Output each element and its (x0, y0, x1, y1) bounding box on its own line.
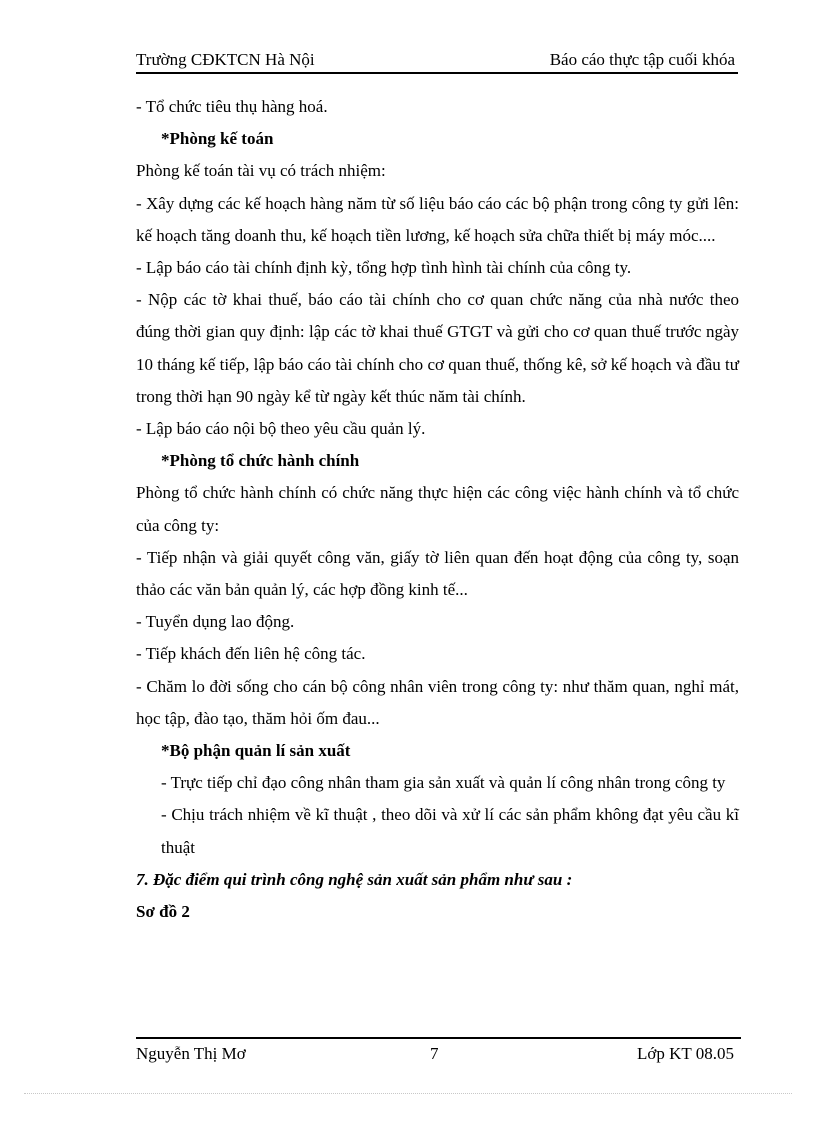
page-body (136, 91, 739, 928)
paragraph: - Lập báo cáo nội bộ theo yêu cầu quản lý. (136, 419, 426, 439)
header-school: Trường CĐKTCN Hà Nội (136, 50, 315, 69)
diagram-label: Sơ đồ 2 (136, 902, 190, 922)
heading-admin-dept: *Phòng tổ chức hành chính (161, 451, 360, 471)
page-footer (136, 1042, 738, 1066)
footer-class: Lớp KT 08.05 (637, 1044, 734, 1063)
paragraph: - Nộp các tờ khai thuế, báo cáo tài chính cho cơ quan chức năng của nhà nước theo đúng thời gian quy định: lập các tờ khai thuế GTGT và gửi cho cơ quan thuế trước ngày 10 tháng kế tiếp, lập báo cáo tài chính cho cơ quan thuế, thống kê, sở kế hoạch và đầu tư trong thời hạn 90 ngày kể từ ngày kết thúc năm tài chính. (136, 290, 739, 406)
page-header (136, 48, 738, 74)
heading-accounting-dept: *Phòng kế toán (161, 129, 274, 149)
section-heading-7: 7. Đặc điểm qui trình công nghệ sản xuất sản phẩm như sau : (136, 869, 573, 889)
footer-author: Nguyễn Thị Mơ (136, 1044, 246, 1063)
paragraph: - Tuyển dụng lao động. (136, 612, 295, 632)
paragraph: - Tiếp nhận và giải quyết công văn, giấy tờ liên quan đến hoạt động của công ty, soạn thảo các văn bản quản lý, các hợp đồng kinh tế... (136, 547, 739, 600)
page-bottom-dotted-line (24, 1093, 792, 1094)
paragraph: - Xây dựng các kế hoạch hàng năm từ số liệu báo cáo các bộ phận trong công ty gửi lên: kế hoạch tăng doanh thu, kế hoạch tiền lương, kế hoạch sửa chữa thiết bị máy móc.... (136, 193, 739, 245)
paragraph: - Lập báo cáo tài chính định kỳ, tổng hợp tình hình tài chính của công ty. (136, 258, 632, 278)
paragraph: - Chịu trách nhiệm về kĩ thuật , theo dõi và xử lí các sản phẩm không đạt yêu cầu kĩ thuật (161, 805, 739, 857)
paragraph: - Chăm lo đời sống cho cán bộ công nhân viên trong công ty: như thăm quan, nghỉ mát, học tập, đào tạo, thăm hỏi ốm đau... (136, 676, 739, 728)
paragraph: - Tổ chức tiêu thụ hàng hoá. (136, 97, 328, 116)
paragraph: - Trực tiếp chỉ đạo công nhân tham gia sản xuất và quản lí công nhân trong công ty (161, 773, 726, 793)
paragraph: Phòng tổ chức hành chính có chức năng thực hiện các công việc hành chính và tổ chức của công ty: (136, 483, 739, 535)
paragraph: - Tiếp khách đến liên hệ công tác. (136, 644, 366, 664)
heading-production-dept: *Bộ phận quản lí sản xuất (161, 741, 351, 761)
page-number: 7 (430, 1044, 439, 1063)
header-report-title: Báo cáo thực tập cuối khóa (549, 50, 735, 69)
paragraph: Phòng kế toán tài vụ có trách nhiệm: (136, 161, 386, 181)
footer-divider (136, 1037, 741, 1039)
